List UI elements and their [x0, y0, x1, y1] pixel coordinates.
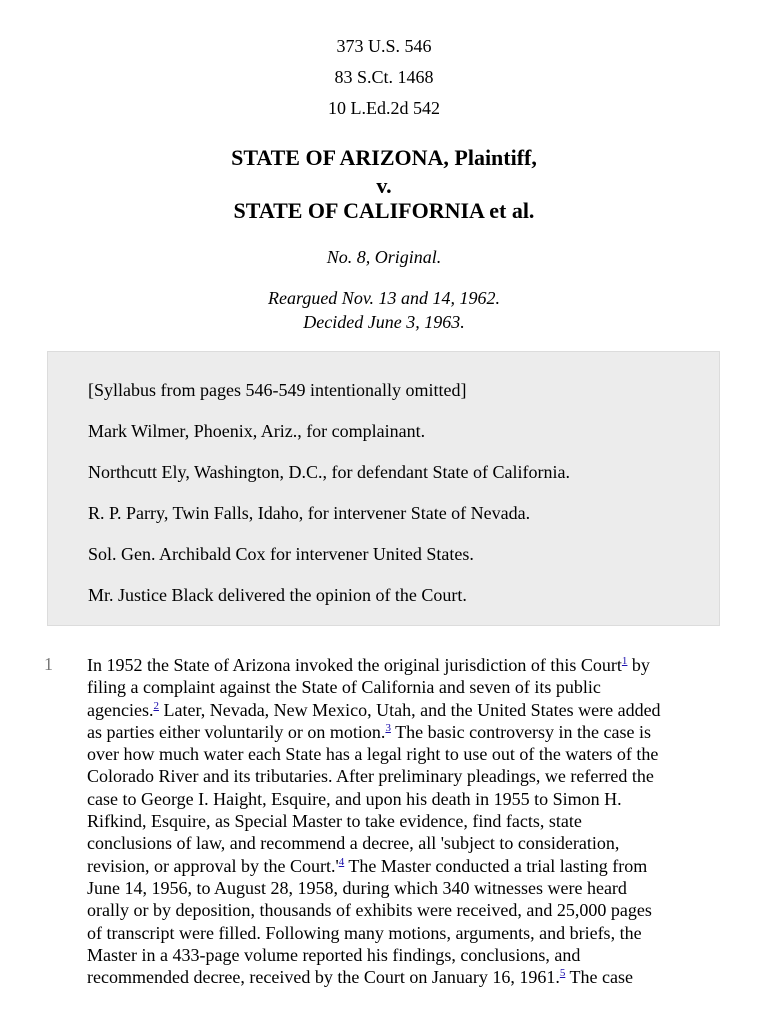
paragraph-line: of transcript were filled. Following many motions, arguments, and briefs, the: [87, 922, 642, 943]
paragraph-line: Colorado River and its tributaries. After preliminary pleadings, we referred the: [87, 766, 654, 787]
counsel-california: Northcutt Ely, Washington, D.C., for defendant State of California.: [88, 462, 570, 482]
paragraph-text: as parties either voluntarily or on motion.: [87, 721, 386, 742]
paragraph-line: [87, 654, 727, 676]
paragraph-line: [87, 966, 727, 988]
citation-us-reports: 373 U.S. 546: [336, 36, 432, 56]
footnote-link-4[interactable]: 4: [338, 855, 345, 868]
paragraph-number: 1: [44, 654, 53, 674]
plaintiff-caption: STATE OF ARIZONA, Plaintiff,: [231, 145, 537, 170]
paragraph-text: recommended decree, received by the Court on January 16, 1961.: [87, 967, 560, 988]
reargued-date: Reargued Nov. 13 and 14, 1962.: [268, 288, 500, 308]
paragraph-line: over how much water each State has a legal right to use out of the waters of the: [87, 744, 659, 765]
paragraph-text: Later, Nevada, New Mexico, Utah, and the United States were added: [158, 699, 661, 720]
paragraph-line: June 14, 1956, to August 28, 1958, during which 340 witnesses were heard: [87, 877, 627, 898]
footnote-link-3[interactable]: 3: [385, 721, 391, 734]
defendant-caption: STATE OF CALIFORNIA et al.: [233, 198, 535, 223]
counsel-box: [47, 351, 720, 626]
opinion-paragraph: [87, 654, 727, 988]
paragraph-line: case to George I. Haight, Esquire, and upon his death in 1955 to Simon H.: [87, 788, 622, 809]
paragraph-text: The case: [565, 967, 633, 988]
paragraph-line: [87, 721, 727, 743]
decided-date: Decided June 3, 1963.: [303, 312, 465, 332]
paragraph-line: Master in a 433-page volume reported his findings, conclusions, and: [87, 944, 581, 965]
citation-supreme-court-reporter: 83 S.Ct. 1468: [334, 67, 434, 87]
paragraph-line: [87, 699, 727, 721]
counsel-nevada: R. P. Parry, Twin Falls, Idaho, for intervener State of Nevada.: [88, 503, 531, 523]
docket-number: No. 8, Original.: [326, 247, 442, 267]
citation-lawyers-edition: 10 L.Ed.2d 542: [328, 98, 440, 118]
paragraph-text: In 1952 the State of Arizona invoked the original jurisdiction of this Court: [87, 655, 622, 675]
footnote-link-2[interactable]: 2: [153, 699, 159, 712]
paragraph-text: revision, or approval by the Court.': [87, 855, 339, 876]
footnote-link-5[interactable]: 5: [559, 967, 566, 980]
opinion-author: Mr. Justice Black delivered the opinion of the Court.: [88, 585, 467, 605]
paragraph-line: filing a complaint against the State of California and seven of its public: [87, 677, 601, 698]
paragraph-line: [87, 855, 727, 877]
paragraph-line: conclusions of law, and recommend a decree, all 'subject to consideration,: [87, 833, 620, 854]
counsel-united-states: Sol. Gen. Archibald Cox for intervener United States.: [88, 544, 474, 564]
paragraph-line: Rifkind, Esquire, as Special Master to take evidence, find facts, state: [87, 811, 582, 832]
versus-caption: v.: [376, 173, 392, 198]
syllabus-note: [Syllabus from pages 546-549 intentionally omitted]: [88, 380, 467, 400]
footnote-link-1[interactable]: 1: [621, 655, 628, 667]
paragraph-text: by: [627, 655, 650, 675]
paragraph-text: agencies.: [87, 699, 154, 720]
paragraph-text: The Master conducted a trial lasting from: [344, 855, 648, 876]
paragraph-line: orally or by deposition, thousands of exhibits were received, and 25,000 pages: [87, 900, 652, 921]
paragraph-text: The basic controversy in the case is: [390, 721, 652, 742]
counsel-complainant: Mark Wilmer, Phoenix, Ariz., for complainant.: [88, 421, 426, 441]
